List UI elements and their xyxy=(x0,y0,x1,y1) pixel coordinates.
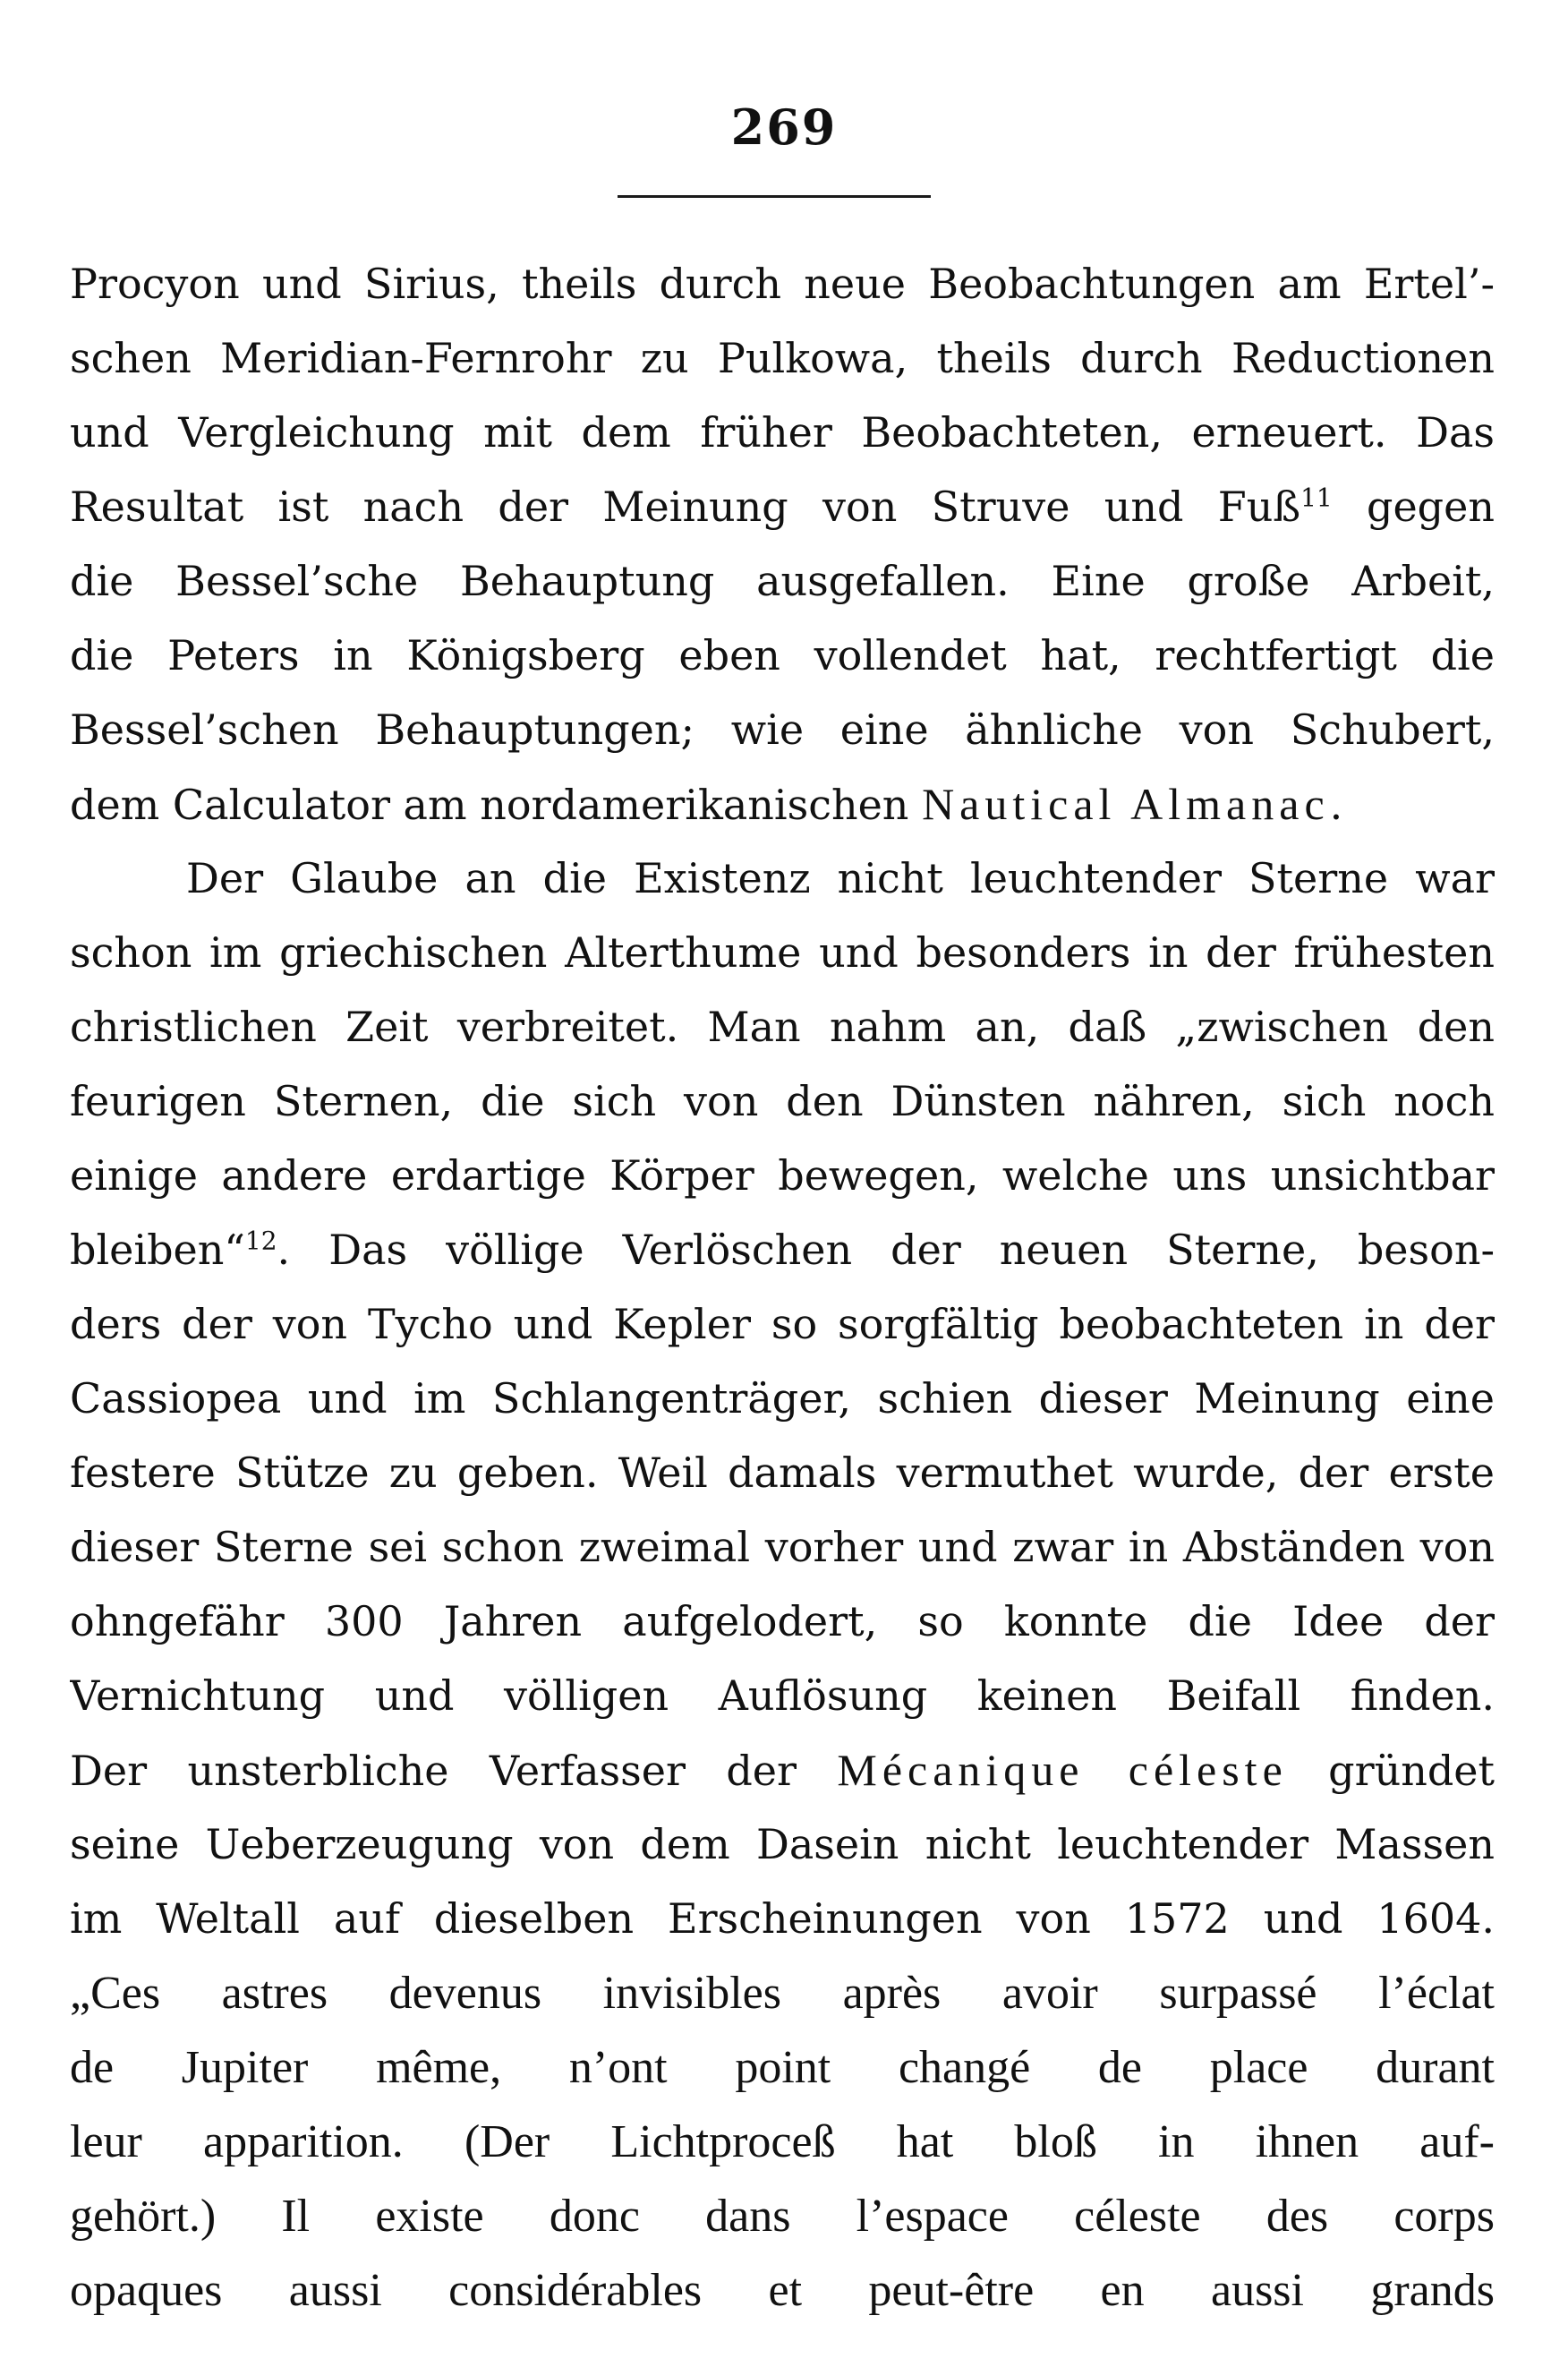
text-line xyxy=(70,470,1495,544)
text-line xyxy=(70,2179,1495,2253)
line-text: bleiben“ xyxy=(70,1226,245,1274)
footnote-marker: 11 xyxy=(1300,483,1333,513)
line-text: Procyon und Sirius, theils durch neue Beobachtungen am Ertel’- xyxy=(70,260,1495,308)
line-text: Der Glaube an die Existenz nicht leuchtender Sterne war xyxy=(186,854,1495,902)
text-line xyxy=(70,2253,1495,2328)
line-text: leur apparition. (Der Lichtproceß hat bloß in ihnen auf- xyxy=(70,2116,1495,2167)
line-text: christlichen Zeit verbreitet. Man nahm an, daß „zwischen den xyxy=(70,1003,1495,1051)
text-line xyxy=(70,247,1495,321)
line-text: gehört.) Il existe donc dans l’espace céleste des corps xyxy=(70,2191,1495,2242)
roman-spaced-text: Mécanique céleste xyxy=(837,1745,1288,1795)
line-text: seine Ueberzeugung von dem Dasein nicht leuchtender Massen xyxy=(70,1820,1495,1868)
line-text: Vernichtung und völligen Auflösung keinen Beifall finden. xyxy=(70,1671,1495,1720)
roman-spaced-text: Nautical Almanac xyxy=(922,779,1330,829)
line-text: festere Stütze zu geben. Weil damals vermuthet wurde, der erste xyxy=(70,1448,1495,1497)
text-line xyxy=(70,544,1495,619)
text-line xyxy=(70,767,1495,842)
line-text: die Peters in Königsberg eben vollendet hat, rechtfertigt die xyxy=(70,631,1495,679)
text-line xyxy=(70,1807,1495,1882)
text-line xyxy=(70,1287,1495,1362)
text-line xyxy=(70,1213,1495,1287)
text-line xyxy=(70,2030,1495,2105)
line-text: Der unsterbliche Verfasser der xyxy=(70,1747,838,1795)
line-text: de Jupiter même, n’ont point changé de place durant xyxy=(70,2042,1495,2093)
text-line xyxy=(70,842,1495,916)
line-text: Resultat ist nach der Meinung von Struve und Fuß xyxy=(70,483,1301,531)
text-line xyxy=(70,396,1495,470)
text-line xyxy=(70,1362,1495,1436)
text-line xyxy=(70,693,1495,767)
line-text-continued: gegen xyxy=(1332,483,1495,531)
text-line xyxy=(70,321,1495,396)
text-line xyxy=(70,1956,1495,2030)
line-text: dieser Sterne sei schon zweimal vorher und zwar in Abständen von xyxy=(70,1523,1495,1571)
line-text: Bessel’schen Behauptungen; wie eine ähnliche von Schubert, xyxy=(70,705,1495,754)
line-text: und Vergleichung mit dem früher Beobachteten, erneuert. Das xyxy=(70,408,1495,457)
line-text: feurigen Sternen, die sich von den Dünsten nähren, sich noch xyxy=(70,1077,1495,1125)
line-text: Cassiopea und im Schlangenträger, schien dieser Meinung eine xyxy=(70,1374,1495,1423)
text-line xyxy=(70,619,1495,693)
text-line xyxy=(70,1064,1495,1139)
text-line xyxy=(70,1585,1495,1659)
line-text: schen Meridian-Fernrohr zu Pulkowa, theils durch Reductionen xyxy=(70,334,1495,382)
line-text: schon im griechischen Alterthume und besonders in der frühesten xyxy=(70,928,1495,977)
text-line xyxy=(70,990,1495,1064)
line-text: die Bessel’sche Behauptung ausgefallen. Eine große Arbeit, xyxy=(70,557,1495,605)
line-text: „Ces astres devenus invisibles après avoir surpassé l’éclat xyxy=(70,1968,1495,2019)
text-line xyxy=(70,1139,1495,1213)
footnote-marker: 12 xyxy=(244,1226,277,1256)
line-text-continued: . Das völlige Verlöschen der neuen Sterne, beson- xyxy=(277,1226,1495,1274)
line-text: im Weltall auf dieselben Erscheinungen von 1572 und 1604. xyxy=(70,1894,1495,1943)
text-line xyxy=(70,1510,1495,1585)
line-text: dem Calculator am nordamerikanischen xyxy=(70,781,923,829)
body-text xyxy=(70,247,1495,2328)
text-line xyxy=(70,1436,1495,1510)
line-text: einige andere erdartige Körper bewegen, welche uns unsichtbar xyxy=(70,1151,1495,1200)
line-text: opaques aussi considérables et peut-être en aussi grands xyxy=(70,2265,1495,2316)
text-line xyxy=(70,1733,1495,1807)
header-rule xyxy=(618,195,931,198)
line-text: ohngefähr 300 Jahren aufgelodert, so konnte die Idee der xyxy=(70,1597,1495,1645)
text-line xyxy=(70,1882,1495,1956)
line-text-continued: gründet xyxy=(1287,1747,1495,1795)
text-line xyxy=(70,2105,1495,2179)
line-text: ders der von Tycho und Kepler so sorgfältig beobachteten in der xyxy=(70,1300,1495,1348)
line-text-continued: . xyxy=(1329,781,1343,829)
text-line xyxy=(70,916,1495,990)
page-number: 269 xyxy=(730,98,838,156)
text-line xyxy=(70,1659,1495,1733)
